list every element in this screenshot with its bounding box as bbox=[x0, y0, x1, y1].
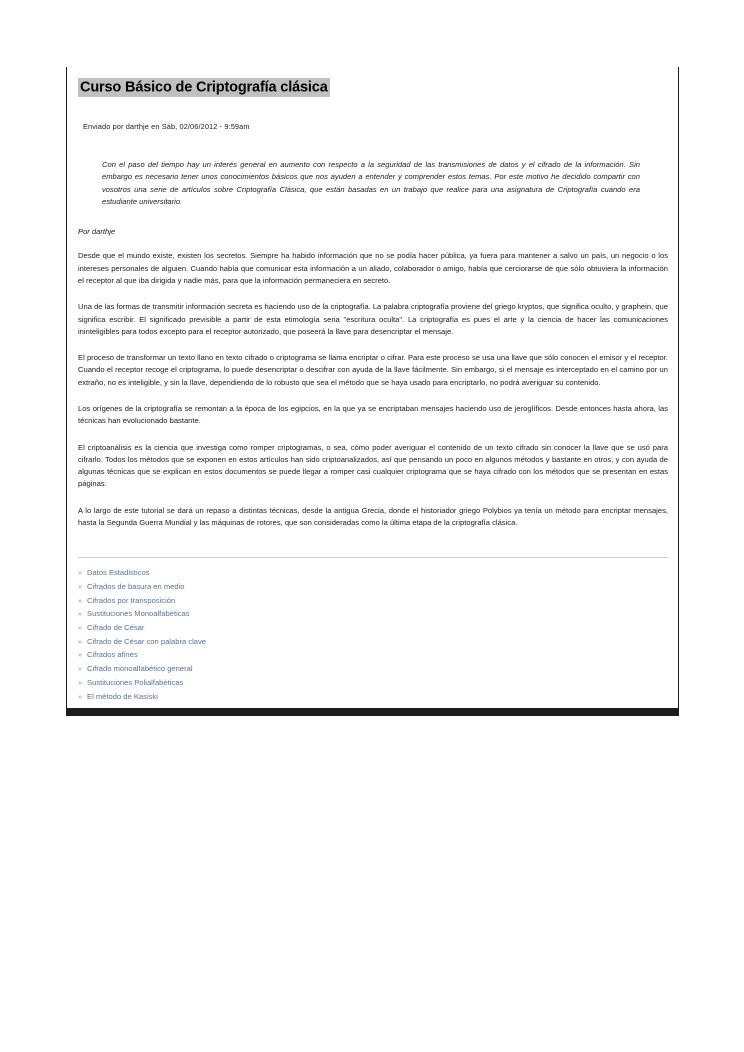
list-item[interactable] bbox=[78, 651, 668, 665]
list-item[interactable] bbox=[78, 638, 668, 652]
link-cifrados-de-basura-en-medio[interactable]: Cifrados de basura en medio bbox=[87, 582, 185, 592]
body-paragraphs bbox=[78, 250, 668, 529]
bullet-marker-icon: » bbox=[78, 595, 82, 605]
bullet-marker-icon: » bbox=[78, 691, 82, 701]
link-sustituciones-monoalfabeticas[interactable]: Sustituciones Monoalfabéticas bbox=[87, 609, 190, 619]
body-paragraph: El criptoanálisis es la ciencia que investiga como romper criptogramas, o sea, cómo poder averiguar el contenido de un texto cifrado sin conocer la llave que se usó para cifrarlo. Todos los métodos que se exponen en estos artículos han sido criptoanalizados, así que pensando un poco en algunos métodos y bastante en otros, y con ayuda de algunas técnicas que se explican en estos documentos se puede llegar a romper casi cualquier criptograma que se haya cifrado con los métodos que se presentan en estas páginas. bbox=[78, 442, 668, 489]
bullet-marker-icon: » bbox=[78, 677, 82, 687]
link-datos-estadisticos[interactable]: Datos Estadisticos bbox=[87, 568, 150, 578]
link-sustituciones-polialfabeticas[interactable]: Sustituciones Polialfabéticas bbox=[87, 677, 184, 687]
link-cifrados-por-transposicion[interactable]: Cifrados por transposición bbox=[87, 595, 176, 605]
bullet-marker-icon: » bbox=[78, 664, 82, 674]
bullet-marker-icon: » bbox=[78, 636, 82, 646]
list-item[interactable] bbox=[78, 665, 668, 679]
link-cifrados-afines[interactable]: Cifrados afines bbox=[87, 650, 138, 660]
page-title bbox=[78, 78, 668, 96]
list-item[interactable] bbox=[78, 583, 668, 597]
body-paragraph: A lo largo de este tutorial se dará un repaso a distintas técnicas, desde la antigua Grecia, donde el historiador griego Polybios ya tenía un método para encriptar mensajes, hasta la Segunda Guerra Mundial y las máquinas de rotores, que son consideradas como la última etapa de la criptografía clásica. bbox=[78, 505, 668, 528]
page-bottom-bar bbox=[66, 708, 679, 716]
bullet-marker-icon: » bbox=[78, 650, 82, 660]
document-content bbox=[78, 78, 668, 706]
body-paragraph: Una de las formas de transmitir información secreta es haciendo uso de la criptografía. La palabra criptografía proviene del griego kryptos, que significa oculto, y graphein, que significa escribir. El significado previsible a partir de esta etimología seria "escritura oculta". La criptografía es pues el arte y la ciencia de hacer las comunicaciones ininteligibles para todos excepto para el receptor autorizado, que poseerá la llave para desencriptar el mensaje. bbox=[78, 302, 668, 336]
byline: Por darthje bbox=[78, 227, 116, 237]
link-cifrado-monoalfabetico-general[interactable]: Cifrado monoalfabético general bbox=[87, 664, 193, 674]
body-paragraph: Desde que el mundo existe, existen los secretos. Siempre ha habido información que no se podía hacer pública, ya fuera para mantener a salvo un país, un negocio o los intereses personales de alguien. Cuando había que comunicar esta información a un aliado, colaborador o amigo, había que cerciorarse de que sólo obtuviera la información el receptor al que iba dirigida y nadie más, para que la información permaneciera en secreto. bbox=[78, 251, 668, 285]
body-paragraph: Los orígenes de la criptografía se remontan a la época de los egipcios, en la que ya se encriptaban mensajes haciendo uso de jeroglíficos. Desde entonces hasta ahora, las técnicas han evolucionado bastante. bbox=[78, 403, 668, 426]
link-el-metodo-de-kasiski[interactable]: El método de Kasiski bbox=[87, 691, 158, 701]
bullet-marker-icon: » bbox=[78, 582, 82, 592]
links-divider bbox=[78, 557, 668, 558]
intro-blockquote: Con el paso del tiempo hay un interés general en aumento con respecto a la seguridad de las transmisiones de datos y el cifrado de la información. Sin embargo es necesario tener unos conocimientos básicos que nos ayuden a entender y comprender estos temas. Por este motivo he decidido compartir con vosotros una serie de artículos sobre Criptografía Clásica, que están basadas en un trabajo que realice para una asignatura de Criptografía cuando era estudiante universitario. bbox=[102, 160, 640, 207]
link-cifrado-de-cesar-con-palabra-clave[interactable]: Cifrado de César con palabra clave bbox=[87, 636, 207, 646]
page-title-text: Curso Básico de Criptografía clásica bbox=[80, 79, 328, 95]
list-item[interactable] bbox=[78, 597, 668, 611]
list-item[interactable] bbox=[78, 569, 668, 583]
list-item[interactable] bbox=[78, 693, 668, 707]
list-item[interactable] bbox=[78, 610, 668, 624]
bullet-marker-icon: » bbox=[78, 609, 82, 619]
body-paragraph: El proceso de transformar un texto llano en texto cifrado o criptograma se llama encriptar o cifrar. Para este proceso se usa una llave que sólo conocen el emisor y el receptor. Cuando el receptor recoge el criptograma, lo puede desencriptar o descifrar con ayuda de la llave fácilmente. Sin embargo, si el mensaje es interceptado en el camino por un extraño, no es inteligible, y sin la llave, dependiendo de lo robusto que sea el método que se haya usado para encriptarlo, no podrá averiguar su contenido. bbox=[78, 353, 668, 387]
related-links-list bbox=[78, 569, 668, 706]
list-item[interactable] bbox=[78, 624, 668, 638]
bullet-marker-icon: » bbox=[78, 568, 82, 578]
bullet-marker-icon: » bbox=[78, 623, 82, 633]
submitted-meta: Enviado por darthje en Sáb, 02/06/2012 - 9:59am bbox=[83, 122, 250, 132]
list-item[interactable] bbox=[78, 679, 668, 693]
link-cifrado-de-cesar[interactable]: Cifrado de César bbox=[87, 623, 145, 633]
